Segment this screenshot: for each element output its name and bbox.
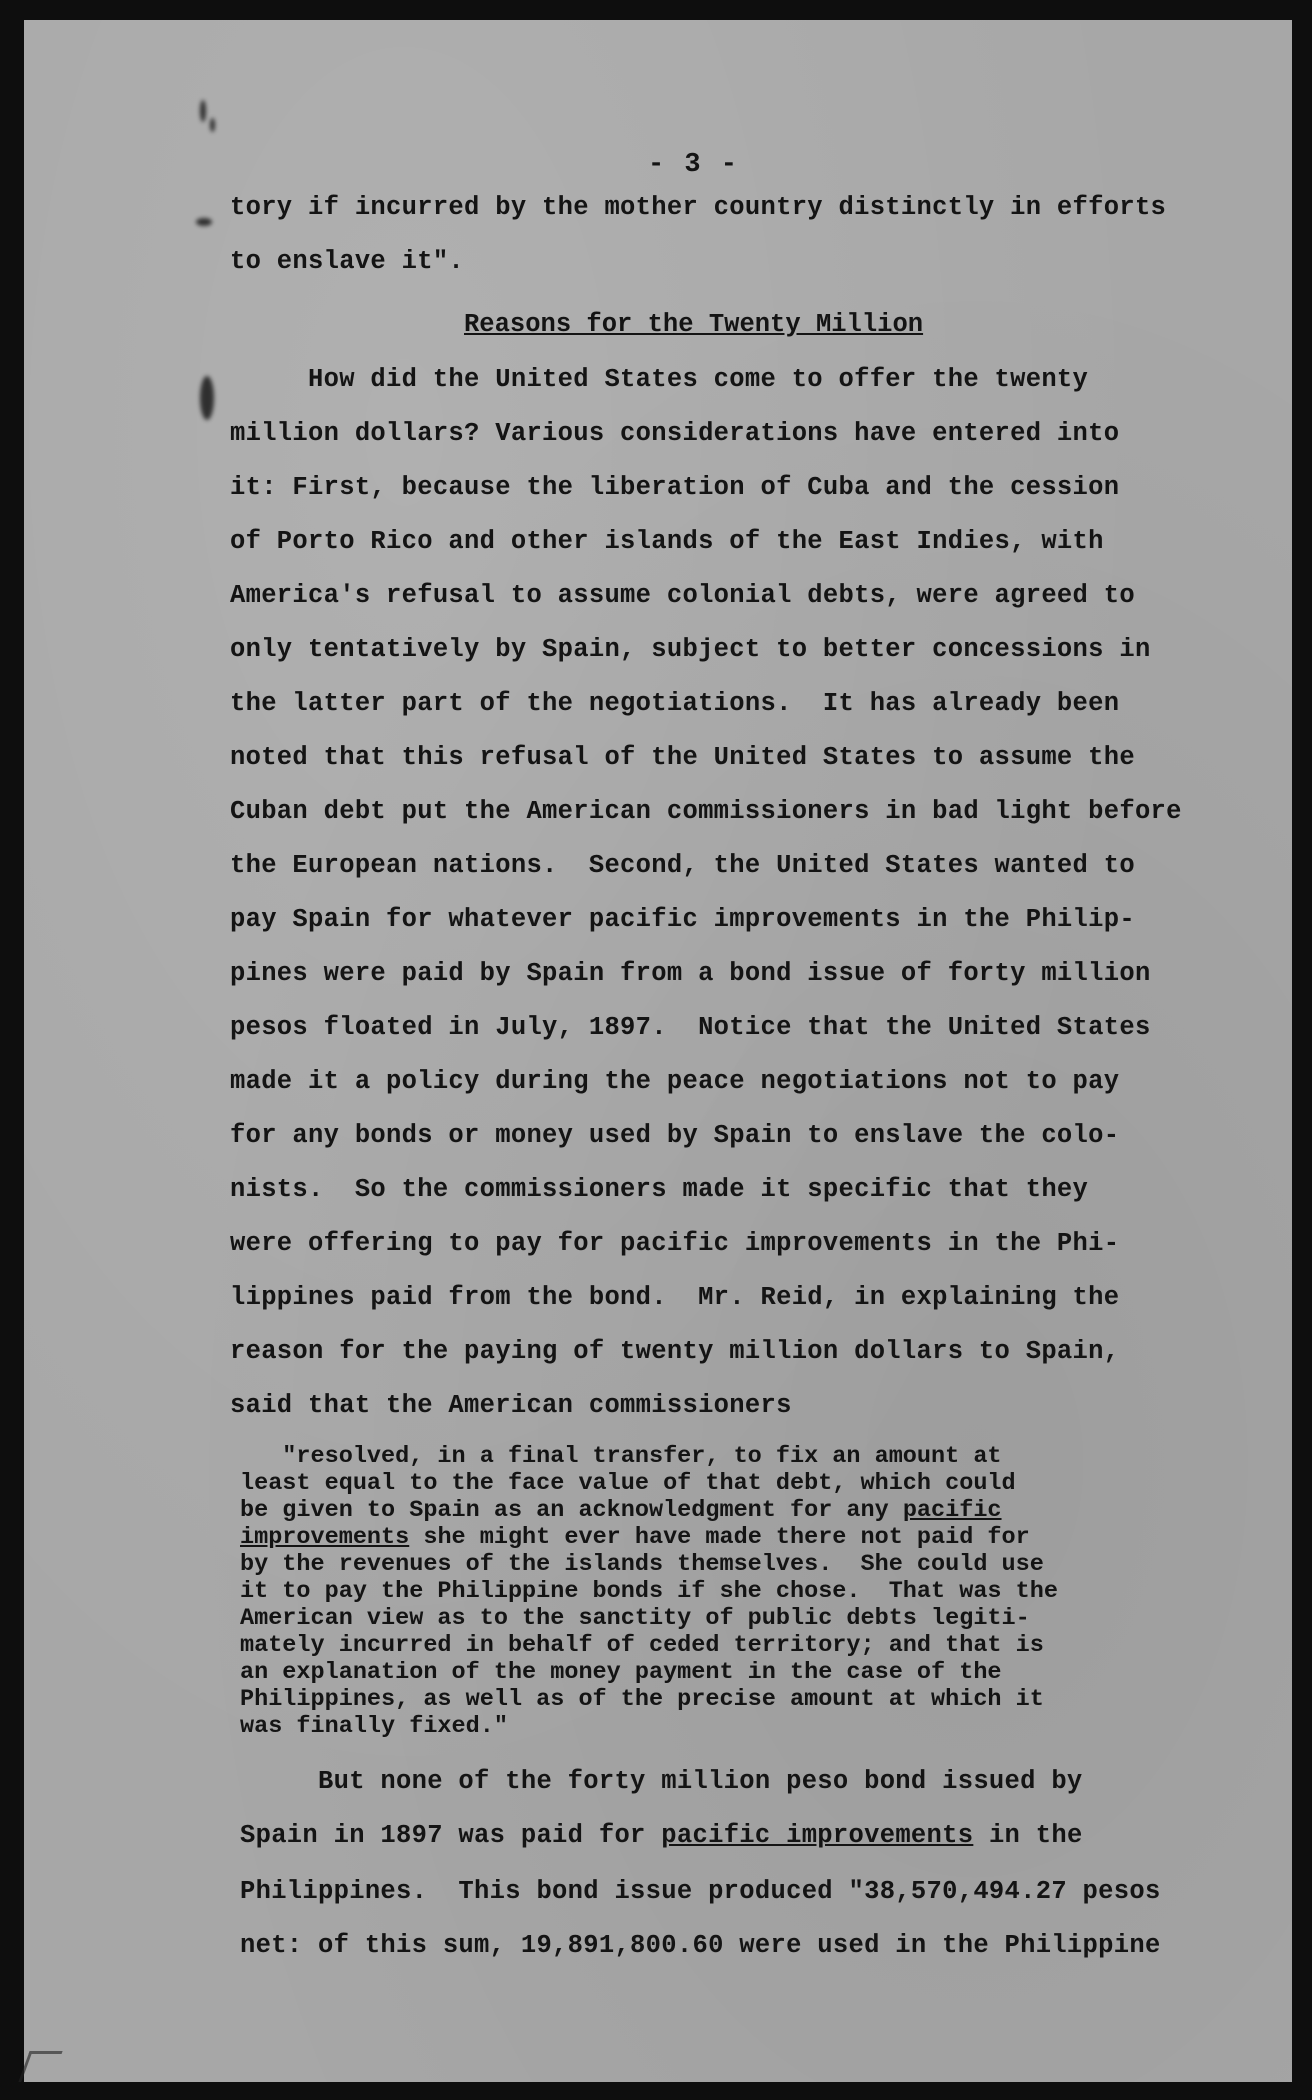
text-line: nists. So the commissioners made it specific that they [230,1175,1089,1204]
ink-smudge [200,376,214,420]
quote-line: mately incurred in behalf of ceded territory; and that is [240,1632,1044,1659]
text-line: lippines paid from the bond. Mr. Reid, in explaining the [230,1283,1120,1312]
ink-smudge [196,218,212,226]
text-line: it: First, because the liberation of Cuba and the cession [230,473,1120,502]
text-line: reason for the paying of twenty million dollars to Spain, [230,1337,1120,1366]
quote-line: Philippines, as well as of the precise amount at which it [240,1686,1044,1713]
text-line: tory if incurred by the mother country distinctly in efforts [230,193,1167,222]
quote-line: an explanation of the money payment in the case of the [240,1659,1002,1686]
text-line: Philippines. This bond issue produced "38,570,494.27 pesos [240,1877,1161,1906]
ink-smudge [210,118,215,132]
text-line: only tentatively by Spain, subject to better concessions in [230,635,1151,664]
text-line: Cuban debt put the American commissioners in bad light before [230,797,1182,826]
document-page [24,20,1292,2082]
text-line: But none of the forty million peso bond issued by [240,1767,1083,1796]
text-line: million dollars? Various considerations have entered into [230,419,1120,448]
text-line: were offering to pay for pacific improvements in the Phi- [230,1229,1120,1258]
text-line: the European nations. Second, the United States wanted to [230,851,1135,880]
text-line: made it a policy during the peace negotiations not to pay [230,1067,1120,1096]
quote-line [240,1525,1030,1551]
quote-text: she might ever have made there not paid for [409,1524,1030,1551]
text-line: of Porto Rico and other islands of the East Indies, with [230,527,1104,556]
body-text: Spain in 1897 was paid for [240,1821,662,1850]
quote-line: "resolved, in a final transfer, to fix an amount at [240,1443,1002,1470]
text-line: How did the United States come to offer the twenty [230,365,1089,394]
text-line: pines were paid by Spain from a bond issue of forty million [230,959,1151,988]
quote-line: it to pay the Philippine bonds if she chose. That was the [240,1578,1058,1605]
quote-line: American view as to the sanctity of public debts legiti- [240,1605,1030,1632]
underlined-phrase: pacific [902,1497,1002,1524]
quote-line: by the revenues of the islands themselves. She could use [240,1551,1044,1578]
text-line: noted that this refusal of the United States to assume the [230,743,1135,772]
text-line: the latter part of the negotiations. It has already been [230,689,1120,718]
ink-smudge [200,100,206,122]
text-line: said that the American commissioners [230,1391,792,1420]
quote-line [240,1498,1002,1524]
quote-line: least equal to the face value of that debt, which could [240,1470,1016,1497]
text-line: for any bonds or money used by Spain to enslave the colo- [230,1121,1120,1150]
text-line: net: of this sum, 19,891,800.60 were used in the Philippine [240,1931,1161,1960]
body-text: in the [973,1821,1083,1850]
text-line [240,1820,1083,1852]
text-line: pay Spain for whatever pacific improvements in the Philip- [230,905,1135,934]
page-corner-mark [18,2051,62,2082]
text-line: to enslave it". [230,247,465,276]
page-number: - 3 - [648,150,740,180]
underlined-phrase: improvements [240,1524,410,1551]
text-line: pesos floated in July, 1897. Notice that the United States [230,1013,1151,1042]
quote-text: be given to Spain as an acknowledgment for any [240,1497,903,1524]
text-line: America's refusal to assume colonial debts, were agreed to [230,581,1135,610]
quote-line: was finally fixed." [240,1713,508,1740]
underlined-phrase: pacific improvements [661,1821,974,1850]
section-heading: Reasons for the Twenty Million [464,310,924,339]
